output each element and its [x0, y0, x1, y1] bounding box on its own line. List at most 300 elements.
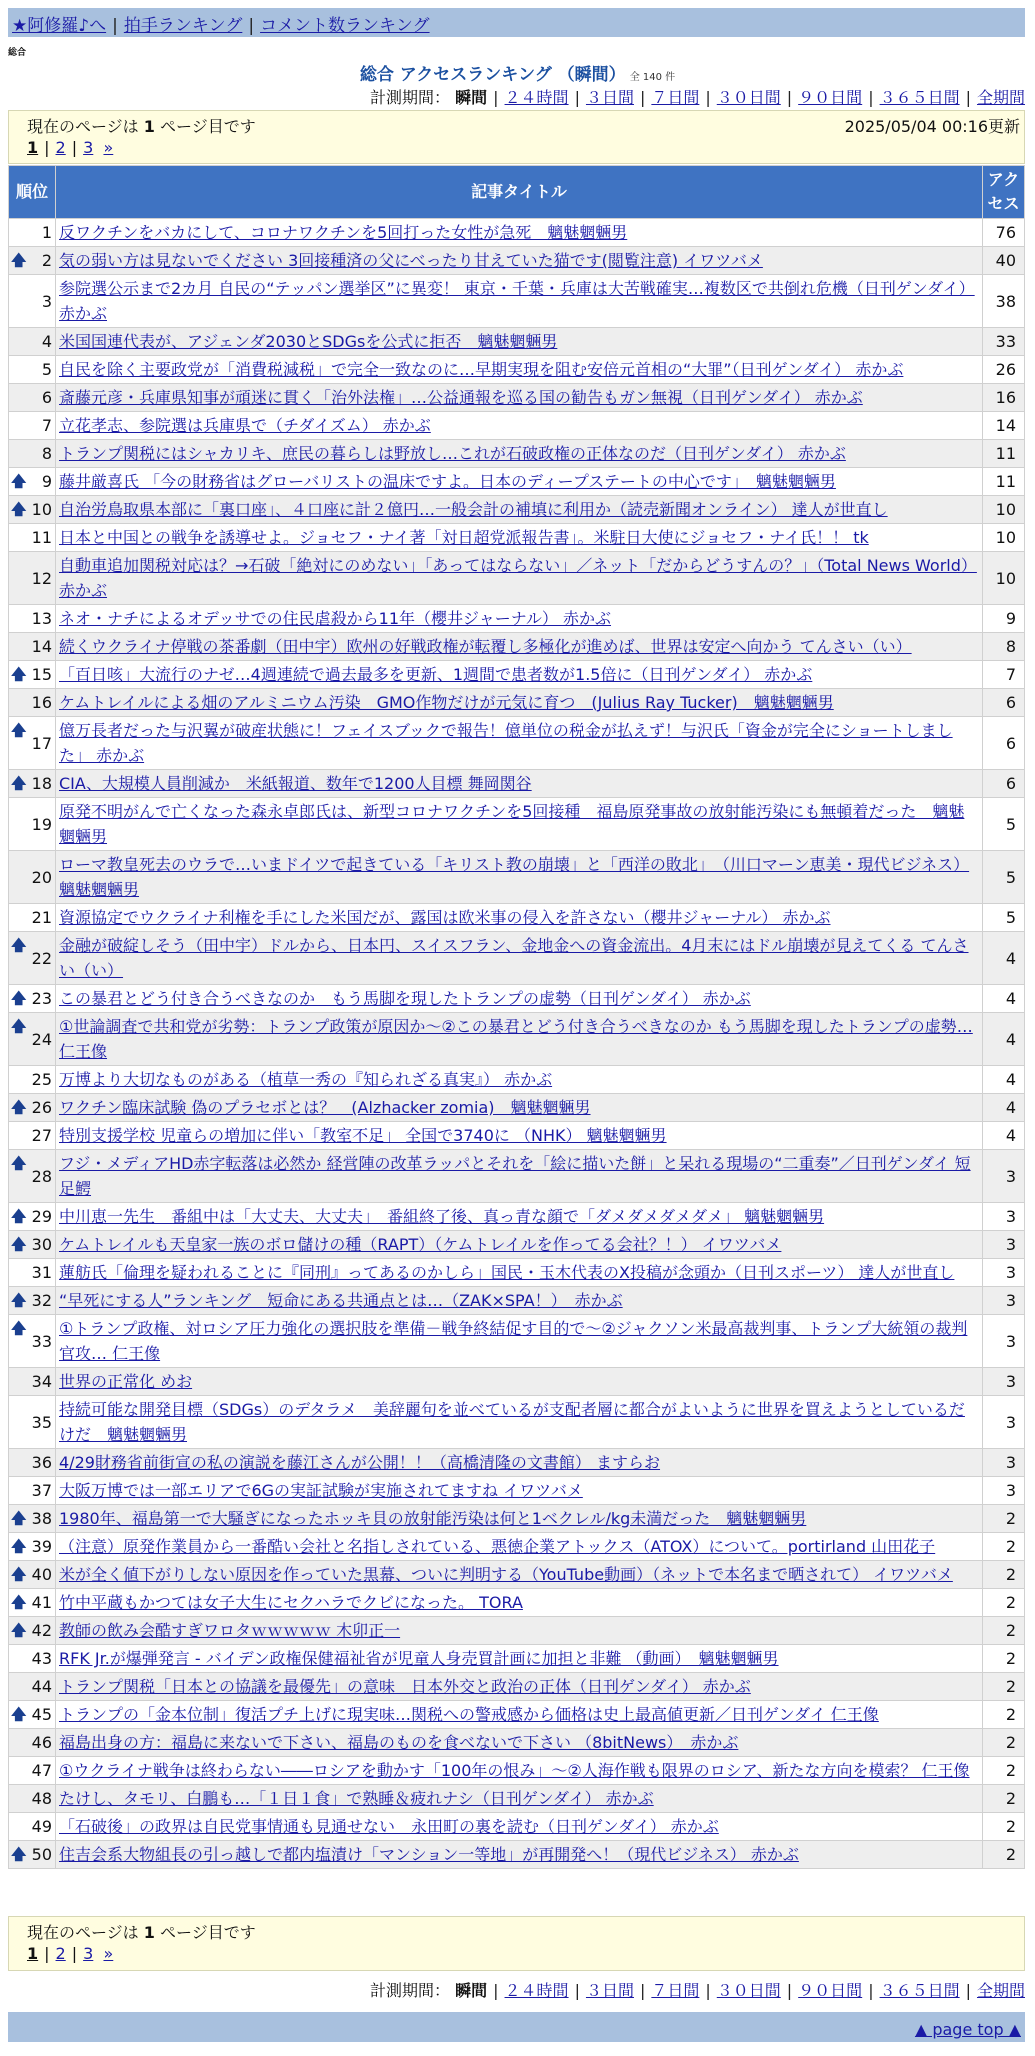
access-count: 3: [983, 1259, 1024, 1286]
article-title-link[interactable]: 大阪万博では一部エリアで6Gの実証試験が実施されてますね イワツバメ: [59, 1481, 583, 1500]
pager-link-3-bottom[interactable]: 3: [83, 1944, 94, 1963]
article-title-link[interactable]: ①ウクライナ戦争は終わらない――ロシアを動かす「100年の恨み」〜②人海作戦も限界のロシア、新たな方向を模索？ 仁王像: [59, 1761, 970, 1780]
table-row: [9, 661, 1024, 688]
rank-number: 16: [31, 693, 52, 712]
article-title-link[interactable]: 特別支援学校 児童らの増加に伴い「教室不足」 全国で3740に （NHK） 魑魅魍魎男: [59, 1126, 667, 1145]
rank-number: 29: [31, 1207, 52, 1226]
article-title-link[interactable]: 世界の正常化 めお: [59, 1372, 193, 1391]
table-row: [9, 689, 1024, 716]
rank-cell: [9, 1477, 55, 1504]
table-row: [9, 717, 1024, 769]
pagination-top: 1 | 2 | 3 »: [27, 138, 114, 157]
title-cell: [56, 1813, 982, 1840]
rank-number: 11: [31, 528, 52, 547]
rank-up-arrow-icon: 🡅: [11, 1235, 27, 1253]
rank-number: 9: [41, 472, 52, 491]
rank-cell: [9, 985, 55, 1012]
article-title-link[interactable]: ケムトレイルも天皇家一族のボロ儲けの種（RAPT）（ケムトレイルを作ってる会社？！） イワツバメ: [59, 1235, 782, 1254]
period-link-24h[interactable]: ２４時間: [504, 88, 569, 107]
pager-link-2[interactable]: 2: [55, 138, 66, 157]
access-count: 2: [983, 1505, 1024, 1532]
title-cell: [56, 1259, 982, 1286]
table-row: [9, 1396, 1024, 1448]
rank-cell: [9, 1589, 55, 1616]
period-link-7d[interactable]: ７日間: [651, 88, 700, 107]
title-cell: [56, 851, 982, 903]
access-count: 3: [983, 1396, 1024, 1448]
rank-up-arrow-icon: 🡅: [11, 472, 27, 490]
rank-number: 49: [31, 1817, 52, 1836]
title-cell: [56, 1013, 982, 1065]
article-title-link[interactable]: ①トランプ政権、対ロシア圧力強化の選択肢を準備－戦争終結促す目的で〜②ジャクソン米最高裁判事、トランプ大統領の裁判官攻… 仁王像: [59, 1319, 968, 1363]
article-title-link[interactable]: RFK Jr.が爆弾発言 - バイデン政権保健福祉省が児童人身売買計画に加担と非難 （動画） 魑魅魍魎男: [59, 1649, 779, 1668]
access-count: 4: [983, 985, 1024, 1012]
pagination-bottom: 1 | 2 | 3 »: [27, 1944, 114, 1963]
rank-cell: [9, 1505, 55, 1532]
title-cell: [56, 1785, 982, 1812]
access-count: 3: [983, 1203, 1024, 1230]
article-title-link[interactable]: （注意）原発作業員から一番酷い会社と名指しされている、悪徳企業アトックス（ATOX）について。portirland 山田花子: [59, 1537, 936, 1556]
rank-cell: [9, 440, 55, 467]
title-cell: [56, 798, 982, 850]
pager-link-3[interactable]: 3: [83, 138, 94, 157]
rank-cell: [9, 275, 55, 327]
rank-up-arrow-icon: 🡅: [11, 1207, 27, 1225]
access-count: 4: [983, 1013, 1024, 1065]
article-title-link[interactable]: この暴君とどう付き合うべきなのか もう馬脚を現したトランプの虚勢（日刊ゲンダイ） 赤かぶ: [59, 989, 751, 1008]
period-link-90d[interactable]: ９０日間: [798, 88, 863, 107]
title-cell: [56, 1617, 982, 1644]
period-label: 計測期間：: [370, 1981, 451, 2000]
table-row: [9, 247, 1024, 274]
rank-cell: [9, 717, 55, 769]
article-title-link[interactable]: 参院選公示まで2カ月 自民の“テッパン選挙区”に異変！ 東京・千葉・兵庫は大苦戦確実…複数区で共倒れ危機（日刊ゲンダイ） 赤かぶ: [59, 279, 975, 323]
rank-up-arrow-icon: 🡅: [11, 1705, 27, 1723]
access-count: 2: [983, 1561, 1024, 1588]
article-title-link[interactable]: 億万長者だった与沢翼が破産状態に！フェイスブックで報告！億単位の税金が払えず！与沢氏「資金が完全にショートしました」 赤かぶ: [59, 721, 953, 765]
page-top-link[interactable]: ▲ page top ▲: [914, 2020, 1021, 2039]
rank-up-arrow-icon: 🡅: [11, 989, 27, 1007]
table-row: [9, 1066, 1024, 1093]
current-page-text-bottom: 現在のページは 1 ページ目です: [27, 1923, 256, 1942]
rank-number: 24: [31, 1029, 52, 1049]
access-count: 5: [983, 798, 1024, 850]
rank-up-arrow-icon: 🡅: [11, 251, 27, 269]
article-title-link[interactable]: 自民を除く主要政党が「消費税減税」で完全一致なのに…早期実現を阻む安倍元首相の“大罪”（日刊ゲンダイ） 赤かぶ: [59, 360, 904, 379]
rank-up-arrow-icon: 🡅: [11, 500, 27, 518]
table-row: [9, 1757, 1024, 1784]
top-nav-bar: [8, 8, 1025, 37]
rank-cell: [9, 524, 55, 551]
header-rank: 順位: [9, 166, 55, 218]
article-title-link[interactable]: 4/29財務省前街宣の私の演説を藤江さんが公開！！（高橋清隆の文書館） ますらお: [59, 1453, 661, 1472]
ranking-table: [8, 165, 1025, 1869]
title-cell: [56, 247, 982, 274]
article-title-link[interactable]: ①世論調査で共和党が劣勢：トランプ政策が原因か〜②この暴君とどう付き合うべきなのか もう馬脚を現したトランプの虚勢… 仁王像: [59, 1017, 973, 1061]
nav-separator: |: [248, 16, 255, 36]
article-title-link[interactable]: フジ・メディアHD赤字転落は必然か 経営陣の改革ラッパとそれを「絵に描いた餅」と呆れる現場の“二重奏”／日刊ゲンダイ 短足鰐: [59, 1154, 971, 1198]
rank-number: 1: [41, 223, 52, 242]
period-selector-top: 計測期間： 瞬間 | ２４時間 | ３日間 | ７日間 | ３０日間 | ９０日間 | ３６５日間 | 全期間: [370, 88, 1025, 107]
table-row: [9, 1645, 1024, 1672]
title-cell: [56, 605, 982, 632]
table-row: [9, 219, 1024, 246]
access-count: 6: [983, 689, 1024, 716]
title-cell: [56, 661, 982, 688]
article-title-link[interactable]: 住吉会系大物組長の引っ越しで都内塩漬け「マンション一等地」が再開発へ！（現代ビジネス） 赤かぶ: [59, 1845, 799, 1864]
title-cell: [56, 1122, 982, 1149]
rank-number: 44: [31, 1677, 52, 1696]
title-cell: [56, 1449, 982, 1476]
rank-number: 47: [31, 1761, 52, 1780]
article-title-link[interactable]: 藤井厳喜氏 「今の財務省はグローバリストの温床ですよ。日本のディープステートの中心です」 魑魅魍魎男: [59, 472, 836, 491]
nav-link-clap-ranking[interactable]: 拍手ランキング: [123, 16, 243, 36]
article-title-link[interactable]: CIA、大規模人員削減か 米紙報道、数年で1200人目標 舞岡関谷: [59, 774, 532, 793]
article-title-link[interactable]: 「百日咳」大流行のナゼ…4週連続で過去最多を更新、1週間で患者数が1.5倍に（日刊ゲンダイ） 赤かぶ: [59, 665, 813, 684]
rank-cell: [9, 1617, 55, 1644]
period-selector-bottom: 計測期間： 瞬間 | ２４時間 | ３日間 | ７日間 | ３０日間 | ９０日間 | ３６５日間 | 全期間: [370, 1981, 1025, 2000]
article-title-link[interactable]: たけし、タモリ、白鵬も…「１日１食」で熟睡＆疲れナシ（日刊ゲンダイ） 赤かぶ: [59, 1789, 654, 1808]
period-link-3d[interactable]: ３日間: [585, 1981, 634, 2000]
article-title-link[interactable]: 中川恵一先生 番組中は「大丈夫、大丈夫」 番組終了後、真っ青な顔で「ダメダメダメダメ」 魑魅魍魎男: [59, 1207, 825, 1226]
title-cell: [56, 1066, 982, 1093]
table-row: [9, 524, 1024, 551]
pager-link-2-bottom[interactable]: 2: [55, 1944, 66, 1963]
article-title-link[interactable]: 立花孝志、参院選は兵庫県で（チダイズム） 赤かぶ: [59, 416, 431, 435]
article-title-link[interactable]: “早死にする人”ランキング 短命にある共通点とは…（ZAK×SPA！） 赤かぶ: [59, 1291, 623, 1310]
rank-up-arrow-icon: 🡅: [11, 1537, 27, 1555]
page-title: [0, 60, 1035, 85]
rank-cell: [9, 468, 55, 495]
updated-timestamp: 2025/05/04 00:16更新: [844, 117, 1020, 136]
article-title-link[interactable]: 自動車追加関税対応は？→石破「絶対にのめない」「あってはならない」／ネット「だからどうすんの？」（Total News World） 赤かぶ: [59, 556, 977, 600]
access-count: 10: [983, 496, 1024, 523]
access-count: 26: [983, 356, 1024, 383]
article-title-link[interactable]: 原発不明がんで亡くなった森永卓郎氏は、新型コロナワクチンを5回接種 福島原発事故の放射能汚染にも無頓着だった 魑魅魍魎男: [59, 802, 965, 846]
pager-next[interactable]: »: [103, 138, 114, 157]
rank-number: 14: [31, 637, 52, 656]
rank-number: 20: [31, 867, 52, 887]
nav-link-comment-ranking[interactable]: コメント数ランキング: [260, 16, 430, 36]
rank-number: 32: [31, 1291, 52, 1310]
page-info-top: [8, 110, 1025, 164]
title-cell: [56, 1315, 982, 1367]
rank-cell: [9, 1533, 55, 1560]
table-row: [9, 1561, 1024, 1588]
table-row: [9, 605, 1024, 632]
rank-cell: [9, 496, 55, 523]
rank-cell: [9, 1757, 55, 1784]
title-cell: [56, 1396, 982, 1448]
access-count: 3: [983, 1150, 1024, 1202]
article-title-link[interactable]: 資源協定でウクライナ利権を手にした米国だが、露国は欧米事の侵入を許さない（櫻井ジャーナル） 赤かぶ: [59, 908, 831, 927]
access-count: 4: [983, 1094, 1024, 1121]
rank-up-arrow-icon: 🡅: [11, 665, 27, 683]
table-row: [9, 1505, 1024, 1532]
article-title-link[interactable]: 竹中平蔵もかつては女子大生にセクハラでクビになった。 TORA: [59, 1593, 523, 1612]
title-cell: [56, 633, 982, 660]
ranking-table-body: [9, 219, 1024, 1868]
rank-number: 3: [41, 291, 52, 311]
table-row: [9, 440, 1024, 467]
rank-cell: [9, 219, 55, 246]
article-title-link[interactable]: トランプの「金本位制」復活プチ上げに現実味…関税への警戒感から価格は史上最高値更新／日刊ゲンダイ 仁王像: [59, 1705, 879, 1724]
rank-number: 41: [31, 1593, 52, 1612]
rank-number: 4: [41, 332, 52, 351]
access-count: 2: [983, 1673, 1024, 1700]
rank-number: 23: [31, 989, 52, 1008]
title-cell: [56, 1477, 982, 1504]
period-current: 瞬間: [455, 88, 488, 107]
title-cell: [56, 904, 982, 931]
article-title-link[interactable]: 持続可能な開発目標（SDGs）のデタラメ 美辞麗句を並べているが支配者層に都合がよいように世界を買えようとしているだけだ 魑魅魍魎男: [59, 1400, 965, 1444]
access-count: 4: [983, 1066, 1024, 1093]
rank-number: 27: [31, 1126, 52, 1145]
title-cell: [56, 717, 982, 769]
rank-cell: [9, 1645, 55, 1672]
rank-cell: [9, 1203, 55, 1230]
article-title-link[interactable]: 続くウクライナ停戦の茶番劇（田中宇）欧州の好戦政権が転覆し多極化が進めば、世界は安定へ向かう てんさい（い）: [59, 637, 912, 656]
access-count: 5: [983, 904, 1024, 931]
table-row: [9, 412, 1024, 439]
table-row: [9, 851, 1024, 903]
rank-number: 33: [31, 1331, 52, 1351]
rank-number: 37: [31, 1481, 52, 1500]
article-title-link[interactable]: トランプ関税「日本との協議を最優先」の意味 日本外交と政治の正体（日刊ゲンダイ） 赤かぶ: [59, 1677, 751, 1696]
rank-number: 6: [41, 388, 52, 407]
rank-cell: [9, 328, 55, 355]
rank-cell: [9, 1813, 55, 1840]
title-cell: [56, 1589, 982, 1616]
article-title-link[interactable]: 1980年、福島第一で大騒ぎになったホッキ貝の放射能汚染は何と1ベクレル/kg未満だった 魑魅魍魎男: [59, 1509, 807, 1528]
table-row: [9, 1701, 1024, 1728]
access-count: 8: [983, 633, 1024, 660]
title-cell: [56, 496, 982, 523]
rank-cell: [9, 384, 55, 411]
rank-number: 50: [31, 1845, 52, 1864]
rank-number: 26: [31, 1098, 52, 1117]
period-link-3d[interactable]: ３日間: [585, 88, 634, 107]
article-title-link[interactable]: 「石破後」の政界は自民党事情通も見通せない 永田町の裏を読む（日刊ゲンダイ） 赤かぶ: [59, 1817, 719, 1836]
rank-number: 48: [31, 1789, 52, 1808]
access-count: 2: [983, 1729, 1024, 1756]
article-title-link[interactable]: 気の弱い方は見ないでください 3回接種済の父にべったり甘えていた猫です(閲覧注意) イワツバメ: [59, 251, 763, 270]
title-cell: [56, 468, 982, 495]
article-title-link[interactable]: 斎藤元彦・兵庫県知事が頑迷に貫く「治外法権」…公益通報を巡る国の勧告もガン無視（日刊ゲンダイ） 赤かぶ: [59, 388, 863, 407]
access-count: 2: [983, 1813, 1024, 1840]
access-count: 4: [983, 932, 1024, 984]
article-title-link[interactable]: 自治労鳥取県本部に「裏口座」、４口座に計２億円…一般会計の補填に利用か（読売新聞オンライン） 達人が世直し: [59, 500, 888, 519]
table-row: [9, 1813, 1024, 1840]
rank-cell: [9, 1701, 55, 1728]
period-link-30d[interactable]: ３０日間: [716, 88, 781, 107]
access-count: 11: [983, 440, 1024, 467]
article-title-link[interactable]: 万博より大切なものがある（植草一秀の『知られざる真実』） 赤かぶ: [59, 1070, 553, 1089]
rank-cell: [9, 1729, 55, 1756]
article-title-link[interactable]: 蓮舫氏「倫理を疑われることに『同刑』ってあるのかしら」国民・玉木代表のX投稿が念頭か（日刊スポーツ） 達人が世直し: [59, 1263, 955, 1282]
rank-number: 17: [31, 733, 52, 753]
page-info-bottom: [8, 1916, 1025, 1971]
period-link-365d[interactable]: ３６５日間: [879, 88, 960, 107]
rank-cell: [9, 1287, 55, 1314]
pager-current-bottom: 1: [27, 1944, 39, 1963]
period-link-90d[interactable]: ９０日間: [798, 1981, 863, 2000]
current-page-text: 現在のページは 1 ページ目です: [27, 117, 256, 136]
table-row: [9, 1287, 1024, 1314]
table-row: [9, 1368, 1024, 1395]
period-link-all[interactable]: 全期間: [976, 88, 1025, 107]
rank-number: 25: [31, 1070, 52, 1089]
title-cell: [56, 1645, 982, 1672]
period-link-7d[interactable]: ７日間: [651, 1981, 700, 2000]
access-count: 2: [983, 1841, 1024, 1868]
article-title-link[interactable]: トランプ関税にはシャカリキ、庶民の暮らしは野放し…これが石破政権の正体なのだ（日刊ゲンダイ） 赤かぶ: [59, 444, 846, 463]
title-cell: [56, 524, 982, 551]
rank-number: 39: [31, 1537, 52, 1556]
rank-number: 34: [31, 1372, 52, 1391]
rank-cell: [9, 1315, 55, 1367]
access-count: 6: [983, 717, 1024, 769]
rank-up-arrow-icon: 🡅: [11, 1845, 27, 1863]
title-cell: [56, 1203, 982, 1230]
rank-number: 18: [31, 774, 52, 793]
rank-number: 8: [41, 444, 52, 463]
title-cell: [56, 1561, 982, 1588]
access-count: 2: [983, 1533, 1024, 1560]
rank-cell: [9, 1561, 55, 1588]
article-title-link[interactable]: ケムトレイルによる畑のアルミニウム汚染 GMO作物だけが元気に育つ (Julius Ray Tucker) 魑魅魍魎男: [59, 693, 834, 712]
rank-cell: [9, 1449, 55, 1476]
rank-up-arrow-icon: 🡅: [11, 1154, 27, 1172]
rank-cell: [9, 661, 55, 688]
period-link-30d[interactable]: ３０日間: [716, 1981, 781, 2000]
article-title-link[interactable]: ネオ・ナチによるオデッサでの住民虐殺から11年（櫻井ジャーナル） 赤かぶ: [59, 609, 612, 628]
table-row: [9, 1729, 1024, 1756]
access-count: 3: [983, 1449, 1024, 1476]
rank-number: 13: [31, 609, 52, 628]
rank-up-arrow-icon: 🡅: [11, 1565, 27, 1583]
rank-number: 19: [31, 814, 52, 834]
article-title-link[interactable]: 反ワクチンをバカにして、コロナワクチンを5回打った女性が急死 魑魅魍魎男: [59, 223, 628, 242]
period-link-24h[interactable]: ２４時間: [504, 1981, 569, 2000]
title-cell: [56, 219, 982, 246]
current-page-number: 1: [143, 117, 155, 136]
rank-cell: [9, 1122, 55, 1149]
title-cell: [56, 689, 982, 716]
rank-cell: [9, 605, 55, 632]
rank-up-arrow-icon: 🡅: [11, 1319, 27, 1337]
table-header-row: [9, 166, 1024, 218]
rank-cell: [9, 1094, 55, 1121]
title-cell: [56, 985, 982, 1012]
rank-number: 2: [41, 251, 52, 270]
access-count: 2: [983, 1589, 1024, 1616]
rank-number: 22: [31, 948, 52, 968]
rank-up-arrow-icon: 🡅: [11, 721, 27, 739]
rank-cell: [9, 1673, 55, 1700]
pager-next-bottom[interactable]: »: [103, 1944, 114, 1963]
table-row: [9, 1259, 1024, 1286]
table-row: [9, 1449, 1024, 1476]
access-count: 3: [983, 1477, 1024, 1504]
rank-cell: [9, 1785, 55, 1812]
access-count: 38: [983, 275, 1024, 327]
title-cell: [56, 1150, 982, 1202]
title-cell: [56, 932, 982, 984]
table-row: [9, 1533, 1024, 1560]
access-count: 4: [983, 1122, 1024, 1149]
rank-cell: [9, 1150, 55, 1202]
article-title-link[interactable]: ローマ教皇死去のウラで…いまドイツで起きている「キリスト教の崩壊」と「西洋の敗北」 （川口マーン恵美・現代ビジネス） 魑魅魍魎男: [59, 855, 970, 899]
article-title-link[interactable]: 日本と中国との戦争を誘導せよ。ジョセフ・ナイ著「対日超党派報告書」。米駐日大使にジョセフ・ナイ氏！！ tk: [59, 528, 869, 547]
title-cell: [56, 1533, 982, 1560]
article-title-link[interactable]: 米が全く値下がりしない原因を作っていた黒幕、ついに判明する（YouTube動画）（ネットで本名まで晒されて） イワツバメ: [59, 1565, 953, 1584]
article-title-link[interactable]: 福島出身の方：福島に来ないで下さい、福島のものを食べないで下さい （8bitNews） 赤かぶ: [59, 1733, 739, 1752]
title-cell: [56, 1729, 982, 1756]
article-title-link[interactable]: 米国国連代表が、アジェンダ2030とSDGsを公式に拒否 魑魅魍魎男: [59, 332, 558, 351]
table-row: [9, 496, 1024, 523]
table-row: [9, 468, 1024, 495]
rank-number: 30: [31, 1235, 52, 1254]
rank-cell: [9, 1231, 55, 1258]
rank-up-arrow-icon: 🡅: [11, 1593, 27, 1611]
total-count: 全 140 件: [629, 72, 676, 83]
title-cell: [56, 1701, 982, 1728]
access-count: 3: [983, 1287, 1024, 1314]
nav-separator: |: [112, 16, 118, 36]
title-cell: [56, 1505, 982, 1532]
header-access: アクセス: [983, 166, 1024, 218]
rank-cell: [9, 851, 55, 903]
access-count: 3: [983, 1231, 1024, 1258]
table-row: [9, 275, 1024, 327]
table-row: [9, 1841, 1024, 1868]
title-cell: [56, 1094, 982, 1121]
rank-number: 46: [31, 1733, 52, 1752]
rank-up-arrow-icon: 🡅: [11, 1017, 27, 1035]
table-row: [9, 1013, 1024, 1065]
rank-number: 10: [31, 500, 52, 519]
access-count: 5: [983, 851, 1024, 903]
access-count: 2: [983, 1757, 1024, 1784]
article-title-link[interactable]: 金融が破綻しそう（田中宇）ドルから、日本円、スイスフラン、金地金への資金流出。4月末にはドル崩壊が見えてくる てんさい（い）: [59, 936, 969, 980]
rank-number: 43: [31, 1649, 52, 1668]
period-link-all[interactable]: 全期間: [976, 1981, 1025, 2000]
title-cell: [56, 440, 982, 467]
nav-link-ashura[interactable]: ★阿修羅♪へ: [12, 16, 107, 36]
access-count: 2: [983, 1701, 1024, 1728]
rank-number: 21: [31, 908, 52, 927]
table-row: [9, 1617, 1024, 1644]
article-title-link[interactable]: ワクチン臨床試験 偽のプラセボとは？ (Alzhacker zomia) 魑魅魍魎男: [59, 1098, 591, 1117]
category-label: 総合: [8, 48, 27, 58]
article-title-link[interactable]: 教師の飲み会酷すぎワロタｗｗｗｗｗ 木卯正一: [59, 1621, 401, 1640]
table-row: [9, 1315, 1024, 1367]
rank-number: 31: [31, 1263, 52, 1282]
period-link-365d[interactable]: ３６５日間: [879, 1981, 960, 2000]
rank-cell: [9, 689, 55, 716]
rank-cell: [9, 412, 55, 439]
table-row: [9, 1785, 1024, 1812]
rank-number: 45: [31, 1705, 52, 1724]
access-count: 76: [983, 219, 1024, 246]
rank-cell: [9, 904, 55, 931]
footer-bar: [8, 2012, 1025, 2042]
table-row: [9, 1094, 1024, 1121]
title-cell: [56, 275, 982, 327]
table-row: [9, 552, 1024, 604]
access-count: 6: [983, 770, 1024, 797]
